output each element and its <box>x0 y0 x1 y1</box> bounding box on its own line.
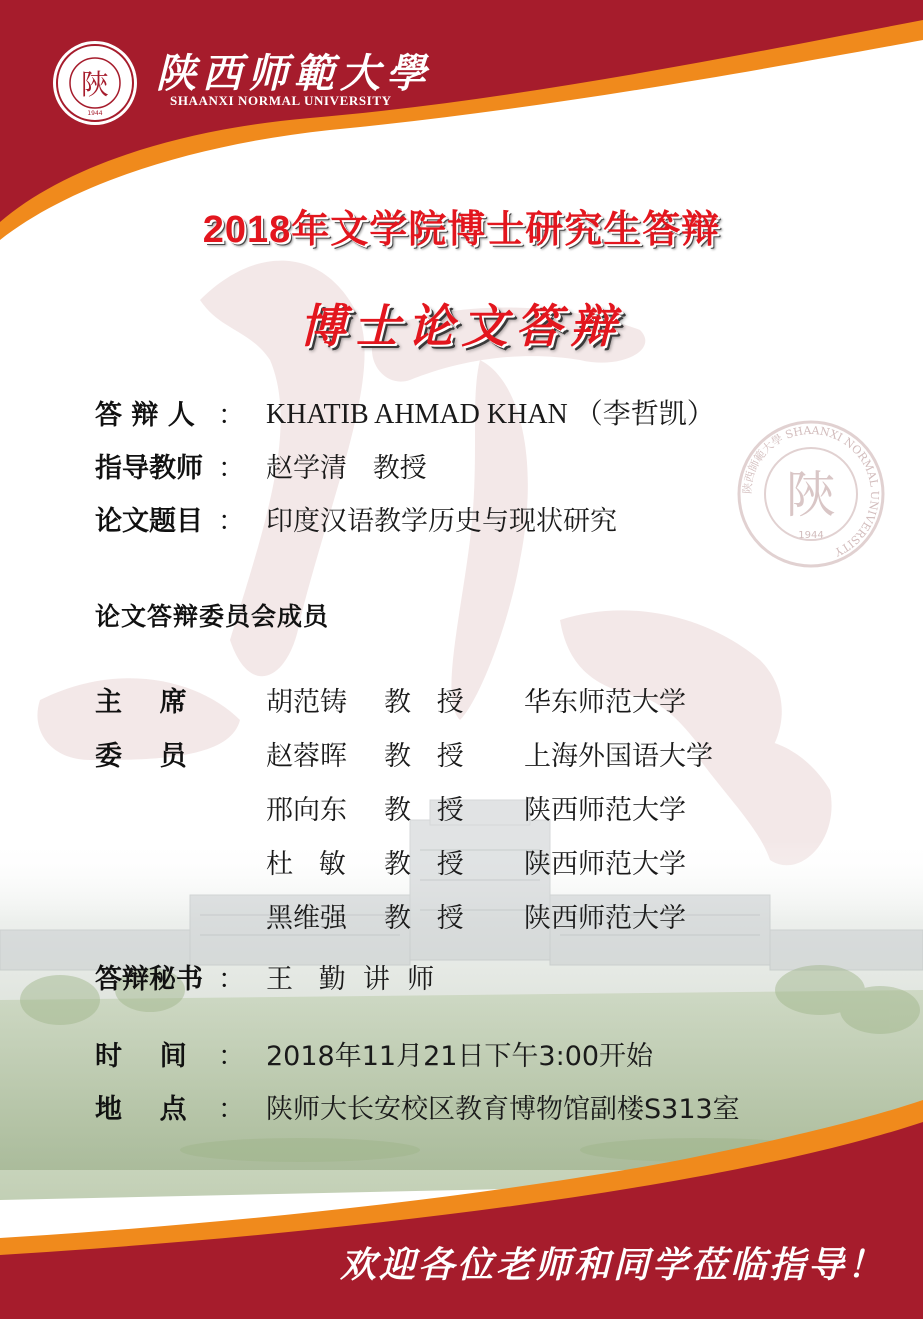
welcome-message: 欢迎各位老师和同学莅临指导！ <box>340 1244 887 1286</box>
secretary-label: 答辩秘书 <box>95 964 203 995</box>
committee-affiliation: 陕西师范大学 <box>524 795 686 826</box>
colon: ： <box>218 1041 245 1072</box>
colon: ： <box>218 506 245 537</box>
chair-label: 主 席 <box>95 687 187 718</box>
member-label: 委 员 <box>95 741 187 772</box>
place-value: 陕师大长安校区教育博物馆副楼S313室 <box>266 1094 740 1125</box>
committee-title: 教 授 <box>384 903 464 934</box>
watermark-seal-char: 陝 <box>786 466 836 524</box>
committee-title: 教 授 <box>384 741 464 772</box>
university-name-cn: 陕西师範大學 <box>156 50 432 97</box>
committee-name: 胡范铸 <box>266 687 347 718</box>
advisor-label: 指导教师 <box>95 453 203 484</box>
committee-name: 邢向东 <box>266 795 347 826</box>
committee-heading: 论文答辩委员会成员 <box>95 602 330 631</box>
defendant-value: KHATIB AHMAD KHAN （李哲凯） <box>266 399 715 430</box>
thesis-title-label: 论文题目 <box>95 506 203 537</box>
committee-affiliation: 上海外国语大学 <box>524 741 713 772</box>
committee-title: 教 授 <box>384 687 464 718</box>
watermark-seal-year: 1944 <box>798 530 824 541</box>
committee-name: 杜 敏 <box>266 849 346 880</box>
committee-title: 教 授 <box>384 849 464 880</box>
committee-name: 黑维强 <box>266 903 347 934</box>
place-label: 地 点 <box>95 1094 187 1125</box>
committee-affiliation: 陕西师范大学 <box>524 903 686 934</box>
advisor-value: 赵学清 教授 <box>266 453 427 484</box>
thesis-title-value: 印度汉语教学历史与现状研究 <box>266 506 617 537</box>
committee-affiliation: 陕西师范大学 <box>524 849 686 880</box>
colon: ： <box>218 1094 245 1125</box>
watermark-ring-text: 陕西師範大學 SHAANXI NORMAL UNIVERSITY <box>740 423 882 559</box>
colon: ： <box>218 964 245 995</box>
committee-affiliation: 华东师范大学 <box>524 687 686 718</box>
seal-char: 陝 <box>80 68 110 101</box>
committee-name: 赵蓉晖 <box>266 741 347 772</box>
sub-title: 博士论文答辩 <box>299 299 624 353</box>
time-value: 2018年11月21日下午3:00开始 <box>266 1041 654 1072</box>
watermark-seal <box>735 418 887 570</box>
time-label: 时 间 <box>95 1041 187 1072</box>
committee-title: 教 授 <box>384 795 464 826</box>
colon: ： <box>218 453 245 484</box>
secretary-value: 王 勤 讲 师 <box>266 964 435 995</box>
university-seal-logo <box>52 40 138 126</box>
main-title: 2018年文学院博士研究生答辩 <box>202 209 721 251</box>
university-name-en: SHAANXI NORMAL UNIVERSITY <box>170 93 392 108</box>
seal-year: 1944 <box>87 110 103 117</box>
colon: ： <box>218 400 245 431</box>
defendant-label: 答 辩 人 <box>95 400 195 431</box>
